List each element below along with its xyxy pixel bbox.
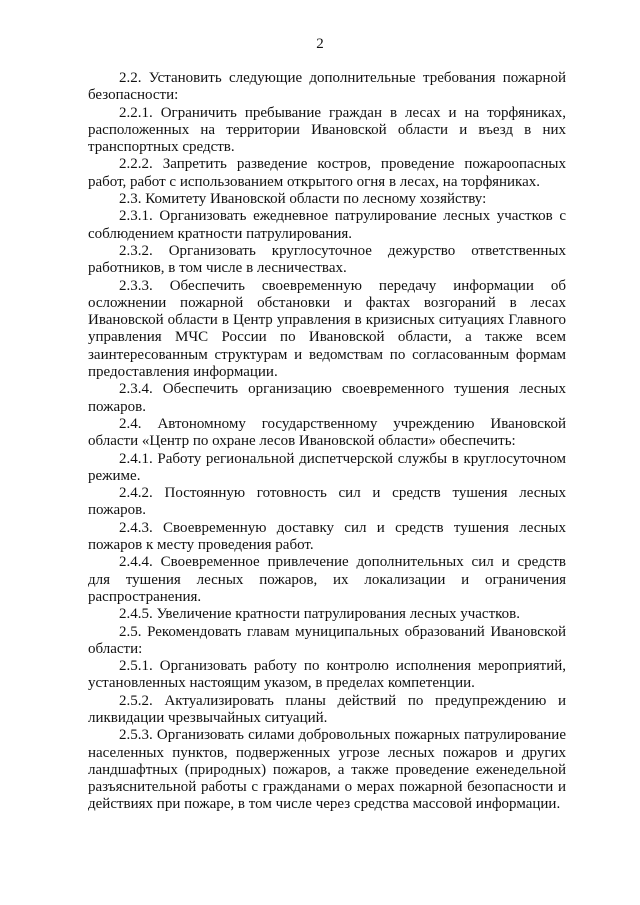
paragraph-2-3: 2.3. Комитету Ивановской области по лесному хозяйству:	[119, 191, 487, 208]
paragraph-2-5: 2.5. Рекомендовать главам муниципальных образований Ивановской области:	[88, 623, 566, 657]
paragraph-2-4-4: 2.4.4. Своевременное привлечение дополнительных сил и средств для тушения лесных пожаров, их локализации и ограничения распространения.	[88, 554, 566, 605]
paragraph-2-5-1: 2.5.1. Организовать работу по контролю исполнения мероприятий, установленных настоящим указом, в пределах компетенции.	[88, 658, 566, 692]
paragraph-2-3-2: 2.3.2. Организовать круглосуточное дежурство ответственных работников, в том числе в лесничествах.	[88, 242, 566, 277]
paragraph-2-3-1: 2.3.1. Организовать ежедневное патрулирование лесных участков с соблюдением кратности патрулирования.	[88, 208, 566, 242]
paragraph-2-2-2: 2.2.2. Запретить разведение костров, проведение пожароопасных работ, работ с использованием открытого огня в лесах, на торфяниках.	[88, 156, 566, 190]
paragraph-2-4-3: 2.4.3. Своевременную доставку сил и средств тушения лесных пожаров к месту проведения работ.	[88, 519, 566, 554]
paragraph-2-2-1: 2.2.1. Ограничить пребывание граждан в лесах и на торфяниках, расположенных на территории Ивановской области и въезд в них транспортных средств.	[88, 104, 566, 156]
paragraph-2-5-3: 2.5.3. Организовать силами добровольных пожарных патрулирование населенных пунктов, подверженных угрозе лесных пожаров и других ландшафтных (природных) пожаров, а также проведение еженедельной разъяснительной работы с гражданами о мерах пожарной безопасности и действиях при пожаре, в том числе через средства массовой информации.	[88, 727, 566, 813]
paragraph-2-4-1: 2.4.1. Работу региональной диспетчерской службы в круглосуточном режиме.	[88, 450, 566, 484]
paragraph-2-3-4: 2.3.4. Обеспечить организацию своевременного тушения лесных пожаров.	[88, 381, 566, 415]
paragraph-2-2: 2.2. Установить следующие дополнительные требования пожарной безопасности:	[88, 70, 566, 104]
paragraph-2-4-5: 2.4.5. Увеличение кратности патрулирования лесных участков.	[119, 606, 521, 623]
paragraph-2-5-2: 2.5.2. Актуализировать планы действий по предупреждению и ликвидации чрезвычайных ситуаций.	[88, 692, 566, 726]
paragraph-2-3-3: 2.3.3. Обеспечить своевременную передачу информации об осложнении пожарной обстановки и фактах возгораний в лесах Ивановской области в Центр управления в кризисных ситуациях Главного управления МЧС России по Ивановской области, а также всем заинтересованным структурам и ведомствам по согласованным формам предоставления информации.	[88, 277, 566, 381]
page-number: 2	[316, 36, 324, 52]
paragraph-2-4: 2.4. Автономному государственному учреждению Ивановской области «Центр по охране лесов Ивановской области» обеспечить:	[88, 415, 566, 450]
paragraph-2-4-2: 2.4.2. Постоянную готовность сил и средств тушения лесных пожаров.	[88, 485, 566, 519]
document-body	[88, 70, 566, 814]
